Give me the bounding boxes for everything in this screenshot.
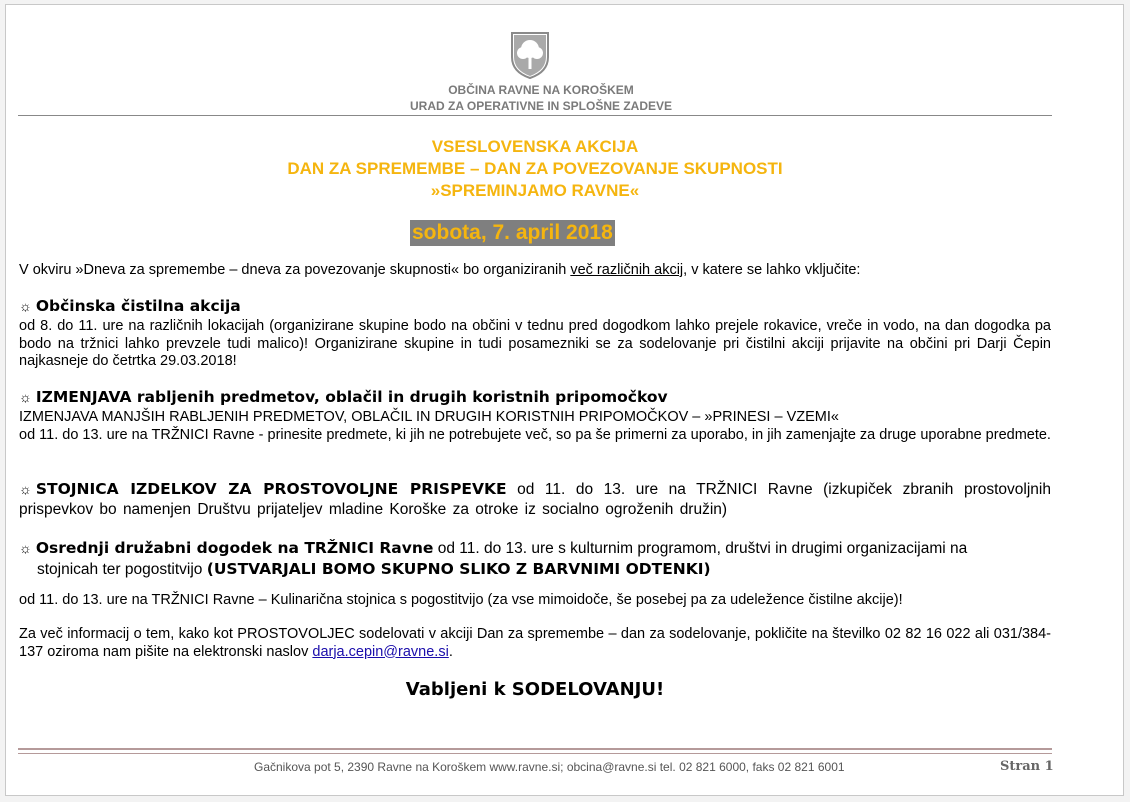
section-exchange-subheading: IZMENJAVA MANJŠIH RABLJENIH PREDMETOV, OBLAČIL IN DRUGIH KORISTNIH PRIPOMOČKOV – »PRINESI – VZEMI« (19, 409, 839, 425)
title-line-3: »SPREMINJAMO RAVNE« (430, 181, 640, 200)
section-social-emphasis: (USTVARJALI BOMO SKUPNO SLIKO Z BARVNIMI ODTENKI) (206, 560, 711, 578)
event-date: sobota, 7. april 2018 (412, 221, 613, 244)
culinary-paragraph: od 11. do 13. ure na TRŽNICI Ravne – Kulinarična stojnica s pogostitvijo (za vse mimoidoče, še posebej pa za udeležence čistilne akcije)! (19, 592, 903, 608)
section-heading: STOJNICA IZDELKOV ZA PROSTOVOLJNE PRISPEVKE (35, 480, 507, 498)
section-heading: IZMENJAVA rabljenih predmetov, oblačil in drugih koristnih pripomočkov (35, 388, 668, 406)
org-department: URAD ZA OPERATIVNE IN SPLOŠNE ZADEVE (409, 99, 673, 113)
section-social-event (19, 538, 972, 580)
intro-underlined: več različnih akcij (570, 262, 684, 278)
sun-icon: ☼ (19, 298, 32, 314)
sun-icon: ☼ (19, 389, 32, 405)
section-exchange-heading (19, 389, 1051, 408)
document-page (5, 4, 1124, 796)
footer-divider-thin (18, 753, 1052, 754)
contact-text-end: . (448, 643, 453, 660)
org-name: OBČINA RAVNE NA KOROŠKEM (448, 83, 634, 97)
section-cleanup-heading (19, 298, 1051, 317)
contact-paragraph (19, 626, 1051, 661)
page-number: Stran 1 (1000, 759, 1054, 774)
sun-icon: ☼ (19, 540, 32, 556)
title-line-1: VSESLOVENSKA AKCIJA (431, 137, 639, 156)
closing-invitation: Vabljeni k SODELOVANJU! (405, 679, 665, 700)
contact-text: Za več informacij o tem, kako kot PROSTOVOLJEC sodelovati v akciji Dan za spremembe – dan za sodelovanje, pokličite na številko 02 82 16 022 ali 031/384-137 oziroma nam pišite na elektronski naslov (19, 626, 1051, 660)
section-heading: Občinska čistilna akcija (35, 297, 241, 315)
sun-icon: ☼ (19, 481, 32, 497)
intro-paragraph (19, 262, 1051, 280)
intro-text-end: , v katere se lahko vključite: (683, 262, 861, 278)
section-exchange-body: od 11. do 13. ure na TRŽNICI Ravne - prinesite predmete, ki jih ne potrebujete več, so pa še primerni za uporabo, in jih zamenjajte za druge uporabne predmete. (19, 427, 1051, 443)
section-stall-body: od 11. do 13. ure na TRŽNICI Ravne (izkupiček zbranih prostovoljnih prispevkov bo namenjen Društvu prijateljev mladine Koroške za otroke iz socialno ogroženih družin) (19, 481, 1051, 518)
header-divider (18, 115, 1052, 116)
intro-text: V okviru »Dneva za spremembe – dneva za povezovanje skupnosti« bo organiziranih (19, 262, 571, 278)
footer-divider (18, 748, 1052, 750)
section-social-body: od 11. do 13. ure s kulturnim programom, društvi in drugimi organizacijami na stojnicah ter pogostitvijo (37, 540, 968, 578)
section-heading: Osrednji družabni dogodek na TRŽNICI Ravne (35, 539, 434, 557)
email-link[interactable]: darja.cepin@ravne.si (312, 643, 449, 660)
coat-of-arms-logo (509, 30, 551, 80)
title-line-2: DAN ZA SPREMEMBE – DAN ZA POVEZOVANJE SKUPNOSTI (287, 159, 783, 178)
footer-address: Gačnikova pot 5, 2390 Ravne na Koroškem www.ravne.si; obcina@ravne.si tel. 02 821 6000, faks 02 821 6001 (254, 760, 845, 774)
section-stall (19, 479, 1051, 520)
section-cleanup-body: od 8. do 11. ure na različnih lokacijah (organizirane skupine bodo na občini v tednu pred dogodkom lahko prejele rokavice, vreče in vodo, na dan dogodka pa bodo na tržnici lahko prevzele tudi malico)! Organizirane skupine in tudi posamezniki se za sodelovanje pri čistilni akciji prijavite na občini pri Darji Čepin najkasneje do četrtka 29.03.2018! (19, 318, 1051, 369)
